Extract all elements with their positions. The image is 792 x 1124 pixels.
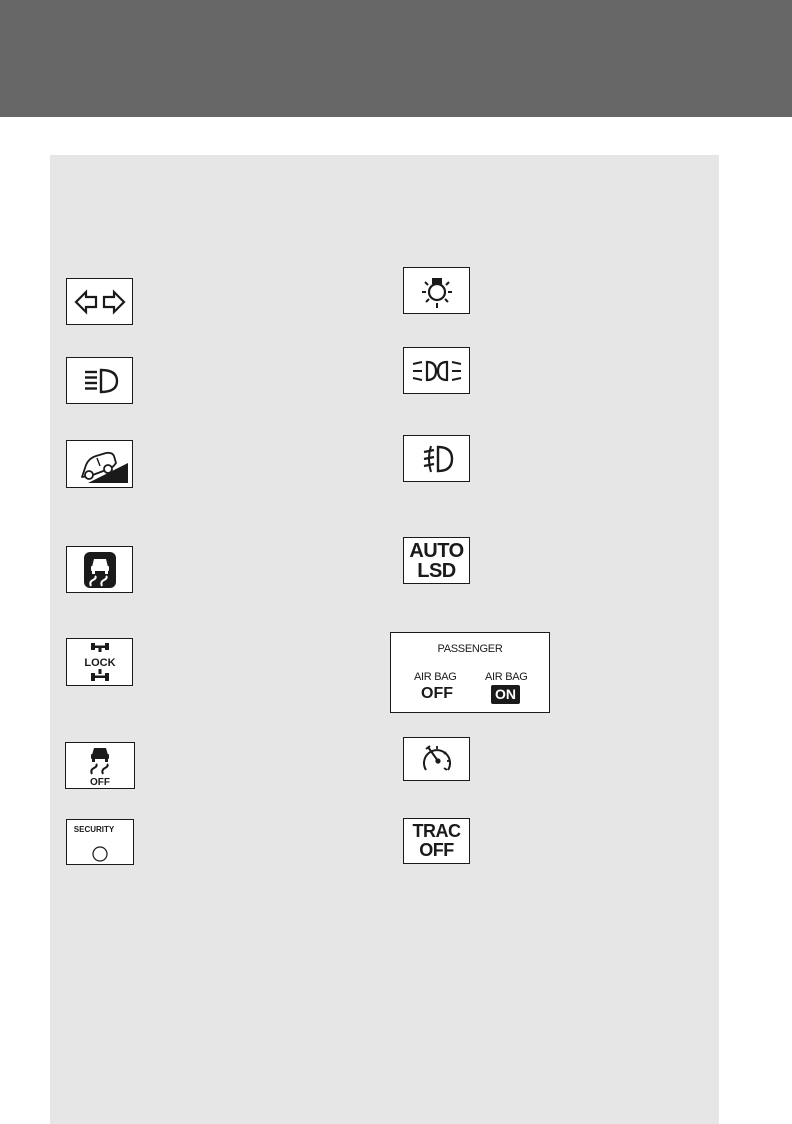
security-label: SECURITY [73, 825, 115, 834]
fog-light-icon [414, 442, 460, 476]
cruise-control-indicator [403, 737, 470, 781]
center-diff-lock-indicator [66, 638, 133, 686]
slip-indicator [66, 546, 133, 593]
speedometer-icon [417, 740, 457, 778]
auto-lsd-line1: AUTO [409, 539, 464, 562]
downhill-assist-indicator [66, 440, 133, 488]
trac-off-indicator [403, 818, 470, 864]
high-beam-icon [75, 365, 125, 397]
passenger-airbag-indicator [390, 632, 550, 713]
auto-lsd-indicator [403, 537, 470, 584]
turn-signal-arrows-icon [72, 287, 128, 317]
skid-car-icon [82, 550, 118, 590]
light-bulb-icon [414, 271, 460, 311]
airbag-off-caption: AIR BAG [414, 671, 457, 683]
vehicle-on-slope-icon [70, 443, 130, 485]
off-label: OFF [90, 776, 110, 788]
skid-car-off-icon [83, 744, 117, 788]
lock-label: LOCK [83, 657, 116, 669]
clearance-lights-icon [407, 356, 467, 386]
security-indicator [66, 819, 134, 865]
tail-light-indicator [403, 267, 470, 314]
side-marker-indicator [403, 347, 470, 394]
headlight-high-beam-indicator [66, 357, 133, 404]
front-fog-indicator [403, 435, 470, 482]
trac-off-line2: OFF [419, 840, 454, 860]
indicator-panel [50, 155, 719, 1124]
vsc-off-indicator [65, 742, 135, 789]
lock-axle-icon [83, 640, 117, 684]
turn-signal-indicator [66, 278, 133, 325]
header-band [0, 0, 792, 117]
airbag-off-state: OFF [421, 685, 453, 702]
security-light-icon [67, 820, 133, 864]
trac-off-line1: TRAC [412, 821, 461, 841]
auto-lsd-line2: LSD [417, 559, 456, 582]
airbag-on-caption: AIR BAG [485, 671, 528, 683]
airbag-on-state: ON [491, 685, 520, 704]
airbag-title: PASSENGER [437, 643, 503, 655]
